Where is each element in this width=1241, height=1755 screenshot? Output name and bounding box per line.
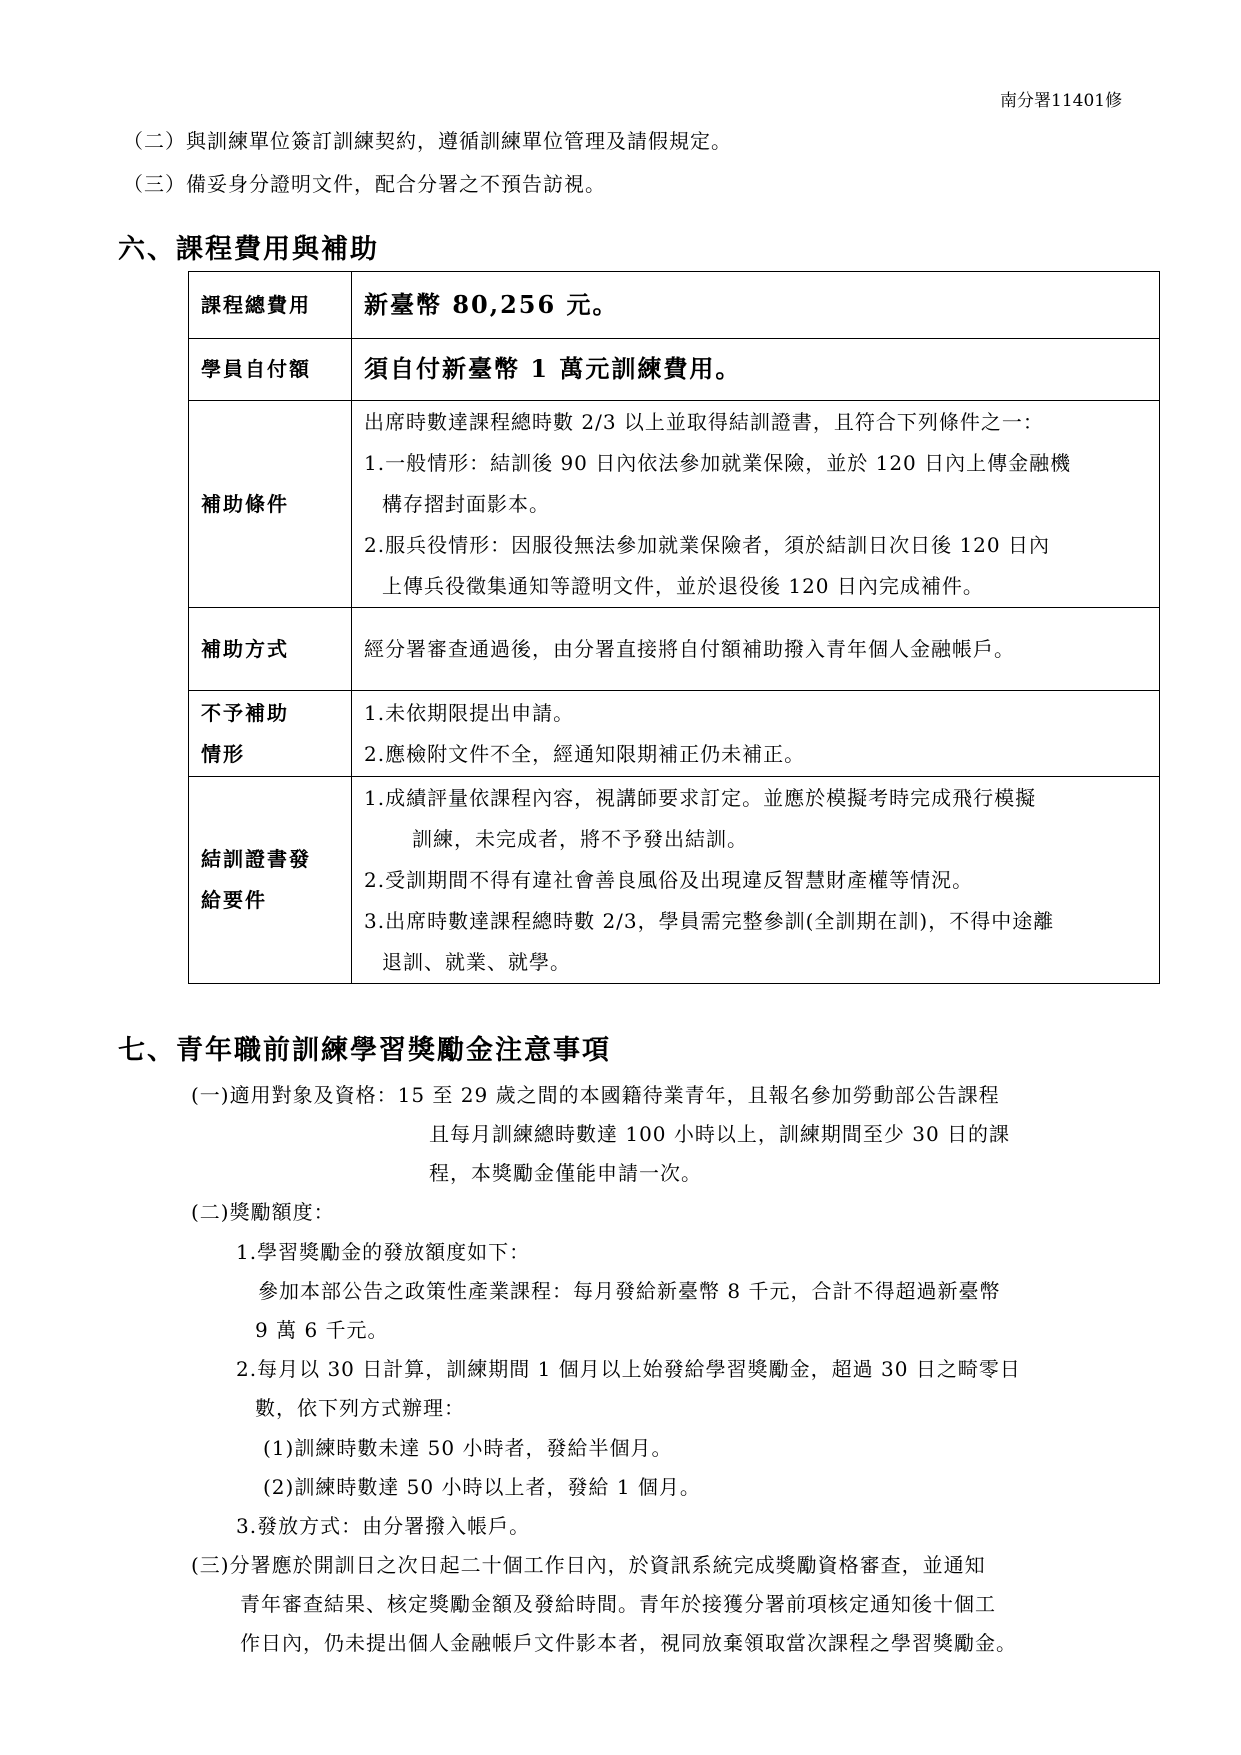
item1-line: 且每月訓練總時數達 100 小時以上，訓練期間至少 30 日的課: [429, 1122, 1011, 1146]
row-label: 結訓證書發 給要件: [189, 777, 352, 984]
row-label: 補助條件: [189, 401, 352, 608]
row-label: 課程總費用: [189, 272, 352, 339]
item2-line: 9 萬 6 千元。: [255, 1318, 389, 1342]
section6-title: 六、課程費用與補助: [118, 234, 379, 265]
item2-line: 參加本部公告之政策性產業課程：每月發給新臺幣 8 千元，合計不得超過新臺幣: [258, 1279, 1001, 1303]
item1-line: 程，本獎勵金僅能申請一次。: [429, 1161, 702, 1185]
certificate-requirement-line: 退訓、就業、就學。: [382, 949, 571, 974]
certificate-requirement-line: 2.受訓期間不得有違社會善良風俗及出現違反智慧財產權等情況。: [364, 867, 974, 892]
item3-line: 青年審查結果、核定獎勵金額及發給時間。青年於接獲分署前項核定通知後十個工: [240, 1592, 996, 1616]
item2-line: 2.每月以 30 日計算，訓練期間 1 個月以上始發給學習獎勵金，超過 30 日之畸零日: [236, 1357, 1021, 1381]
item2-line: (1)訓練時數未達 50 小時者，發給半個月。: [263, 1436, 673, 1460]
row-label: 學員自付額: [189, 339, 352, 401]
item1-line: (一)適用對象及資格：15 至 29 歲之間的本國籍待業青年，且報名參加勞動部公告課程: [191, 1083, 1000, 1107]
fee-table: [188, 271, 1160, 984]
table-row: [189, 777, 1160, 984]
intro-item-2: （二）與訓練單位簽訂訓練契約，遵循訓練單位管理及請假規定。: [123, 129, 732, 153]
row-content: [352, 272, 1160, 339]
subsidy-condition-line: 構存摺封面影本。: [382, 491, 550, 516]
no-subsidy-line: 2.應檢附文件不全，經通知限期補正仍未補正。: [364, 741, 806, 766]
item2-line: (2)訓練時數達 50 小時以上者，發給 1 個月。: [263, 1475, 701, 1499]
section7-title: 七、青年職前訓練學習獎勵金注意事項: [118, 1035, 611, 1066]
item3-line: (三)分署應於開訓日之次日起二十個工作日內，於資訊系統完成獎勵資格審查，並通知: [191, 1553, 986, 1577]
row-label: 不予補助 情形: [189, 691, 352, 777]
table-row: [189, 608, 1160, 691]
row-content: [352, 339, 1160, 401]
subsidy-condition-line: 2.服兵役情形：因服役無法參加就業保險者，須於結訓日次日後 120 日內: [364, 532, 1050, 557]
certificate-requirement-line: 訓練，未完成者，將不予發出結訓。: [412, 826, 748, 851]
total-fee-value: 新臺幣 80,256 元。: [364, 289, 619, 319]
item2-line: 3.發放方式：由分署撥入帳戶。: [236, 1514, 531, 1538]
subsidy-condition-line: 1.一般情形：結訓後 90 日內依法參加就業保險，並於 120 日內上傳金融機: [364, 450, 1072, 475]
document-code: 南分署11401修: [1000, 91, 1123, 111]
certificate-requirement-line: 3.出席時數達課程總時數 2/3，學員需完整參訓(全訓期在訓)，不得中途離: [364, 908, 1055, 933]
table-row: [189, 339, 1160, 401]
item2-title: (二)獎勵額度：: [191, 1200, 335, 1224]
row-content: [352, 401, 1160, 608]
no-subsidy-line: 1.未依期限提出申請。: [364, 700, 575, 725]
item3-line: 作日內，仍未提出個人金融帳戶文件影本者，視同放棄領取當次課程之學習獎勵金。: [240, 1631, 1017, 1655]
table-row: [189, 401, 1160, 608]
subsidy-condition-line: 上傳兵役徵集通知等證明文件，並於退役後 120 日內完成補件。: [382, 573, 984, 598]
row-content: [352, 777, 1160, 984]
item2-line: 數，依下列方式辦理：: [255, 1396, 465, 1420]
row-content: 經分署審查通過後，由分署直接將自付額補助撥入青年個人金融帳戶。: [352, 608, 1160, 691]
self-pay-value: 須自付新臺幣 1 萬元訓練費用。: [364, 354, 742, 383]
intro-item-3: （三）備妥身分證明文件，配合分署之不預告訪視。: [123, 172, 606, 196]
item2-line: 1.學習獎勵金的發放額度如下：: [236, 1240, 531, 1264]
table-row: [189, 272, 1160, 339]
row-label: 補助方式: [189, 608, 352, 691]
certificate-requirement-line: 1.成績評量依課程內容，視講師要求訂定。並應於模擬考時完成飛行模擬: [364, 785, 1037, 810]
table-row: [189, 691, 1160, 777]
subsidy-condition-line: 出席時數達課程總時數 2/3 以上並取得結訓證書，且符合下列條件之一：: [364, 409, 1044, 434]
row-content: [352, 691, 1160, 777]
